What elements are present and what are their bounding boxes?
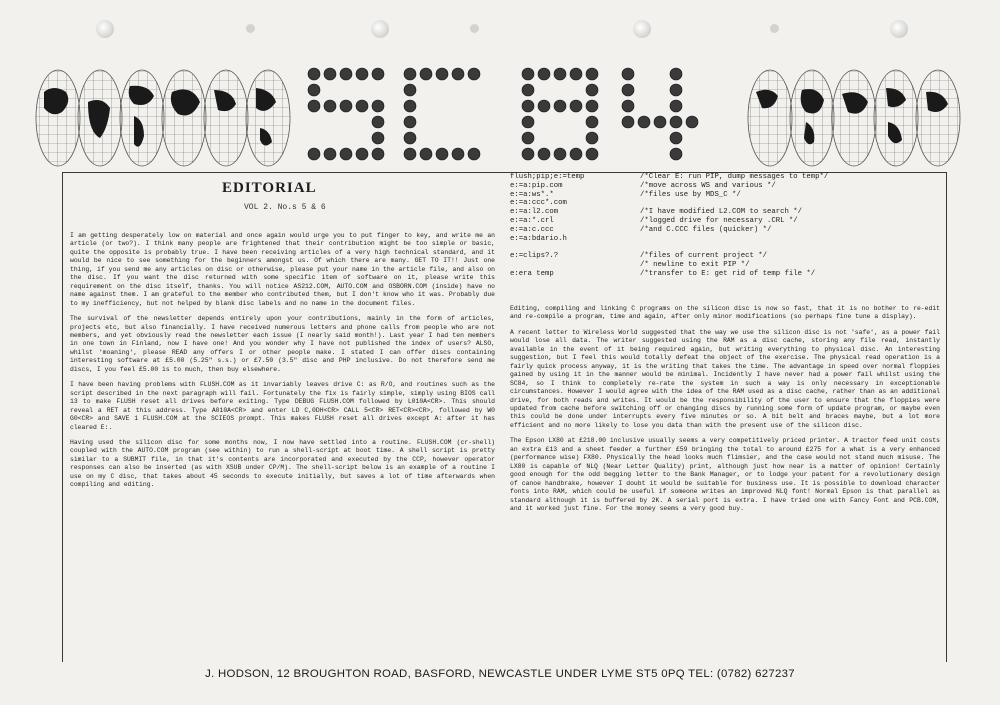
code-line: e:=clips?.? /*files of current project */ — [510, 252, 767, 261]
paragraph: The survival of the newsletter depends entirely upon your contributions, mainly in the form of articles, projects etc, but also financially. I have received numerous letters and phone calls from people who are not members, and yet obviously read the newsletter each issue (I nearly said month!). Last year I had ten members in one town in Finland, now I have one! And you wonder why I have not published the index of users? ALSO, whilst 'moaning', please READ any offers I or other people make. I stated I can offer discs containing interesting software at £5.00 (5.25" s.s.) or £7.50 (3.5" disc and PHP inclusive. Do not therefore send me discs, I you feel £5.00 is to much, then buy elsewhere. — [70, 315, 495, 373]
code-line: e:=a:bdario.h — [510, 234, 567, 243]
sc84-banner — [30, 62, 975, 174]
paragraph: I am getting desperately low on material and once again would urge you to put finger to key, and write me an article (or two?). I think many people are frightened that their contribution might be too simple or basic, quite the opposite is probably true. I have been receiving articles of a very high technical standard, and it would be nice to see something for the beginners amongst us. Of which there are many. GET TO IT!! Just one thing, if you send me any articles on disc or otherwise, please put your name in the article file, and also on the disc. If you want the disc returned with some specific item of software on it, please write this requirement on the disc itself, thanks. You will notice AS212.COM, AUTO.COM and OSBORN.COM (inside) have no name against them. I am grateful to the member who contributed them, but I don't know who it was. Probably due to my inefficiency, but not helped by blank disc labels and no name in the document files. — [70, 232, 495, 307]
globe-segments — [36, 70, 960, 166]
punch-hole — [633, 20, 651, 38]
left-column — [70, 232, 495, 497]
shell-script-listing — [510, 173, 940, 279]
editorial-title: EDITORIAL — [222, 180, 317, 196]
editorial-header — [222, 180, 412, 212]
punch-hole — [890, 20, 908, 38]
code-line: e:=a:l2.com /*I have modified L2.COM to search */ — [510, 208, 803, 217]
paper-mark — [770, 24, 779, 33]
footer-address: J. HODSON, 12 BROUGHTON ROAD, BASFORD, NEWCASTLE UNDER LYME ST5 0PQ TEL: (0782) 627237 — [205, 668, 795, 680]
paragraph: I have been having problems with FLUSH.COM as it invariably leaves drive C: as R/O, and routines such as the script described in the next paragraph will fail. Fortunately the fix is fairly simple, simply using BIOS call 13 to make FLUSH reset all drives before exiting. Type DEBUG FLUSH.COM followed by L010A<CR>. This should reveal a RET at this address. Type A010A<CR> and enter LD C,0DH<CR> CALL 5<CR> RET<CR><CR>, followed by W0 G0<CR> and SAVE 1 FLUSH.COM at the SCIEOS prompt. This makes FLUSH reset all drives except A: after it has cleared E:. — [70, 381, 495, 431]
paragraph: The Epson LX80 at £218.00 inclusive usually seems a very competitively priced printer. A tractor feed unit costs an extra £13 and a sheet feeder a further £59 bringing the total to around £275 for a what is a very enhanced (performance wise) FX80. Physically the head looks much flimsier, and the case would not stand much misuse. The LX80 is capable of NLQ (Near Letter Quality) print, although just how near is a matter of opinion! Certainly good enough for the odd begging letter to the Bank Manager, or to lodge your patent for a revolutionary design of canoe handbrake, however I doubt it would be suitable for business use. It is possible to download character fonts into RAM, which could be useful if someone writes an improved NLQ font! Normal Epson is that parallel as standard although it is buffered by 2K. A serial port is extra. I have tried one with Fancy Font and PCB.COM, and it worked just fine. For the money seems a very good buy. — [510, 437, 940, 512]
left-frame-line — [62, 172, 63, 662]
code-spacer — [510, 243, 940, 252]
paragraph: Editing, compiling and linking C programs on the silicon disc is now so fast, that it is no bother to re-edit and re-compile a program, time and again, after only minor modifications (so perhaps fine tune a display). — [510, 305, 940, 321]
code-line: e:era temp /*transfer to E: get rid of temp file */ — [510, 269, 816, 278]
right-frame-line — [946, 172, 947, 662]
punch-hole — [96, 20, 114, 38]
letter-4 — [622, 68, 698, 160]
dotted-letters — [308, 68, 698, 160]
code-line: flush;pip;e:=temp /*Clear E: run PIP, dump messages to temp*/ — [510, 173, 829, 181]
code-line: e:=a:ccc*.com — [510, 199, 567, 208]
letter-8 — [522, 68, 598, 160]
punch-hole — [371, 20, 389, 38]
code-line: e:=a:pip.com /*move across WS and various */ — [510, 181, 776, 190]
paper-mark — [470, 24, 479, 33]
code-line: /* newline to exit PIP */ — [640, 260, 750, 269]
paragraph: A recent letter to Wireless World suggested that the way we use the silicon disc is not 'safe', as a power fail would lose all data. The writer suggested using the RAM as a disc cache, storing any file read, instantly available in the event of it being required again, but writing everything to physical disc. An interesting suggestion, but I feel this would totally defeat the object of the exercise. The physical read operation is a fairly quick process anyway, it is the writing that takes the time. The advantage in speed over normal floppies gained by using it in the manner would be minimal. Incidently I have never had a power fail whilst using the SC84, so I think to completely re-rate the system in such a way is only necessary in exceptionable circumstances. However I would agree with the idea of the RAM used as a disc cache, rather than as an additional drive, for both reads and writes. It would be the responsibility of the user to ensure that the floppies were updated from cache before switching off or changing discs by running some form of update program, or maybe even this could be done under interrupts every five minutes or so. A bit belt and braces maybe, but a lot more efficient and no more likely to lose you data than with the present use of the silicon disc. — [510, 328, 940, 429]
code-line: e:=a:ws*.* /*files use by MDS_C */ — [510, 190, 741, 199]
paragraph: Having used the silicon disc for some months now, I now have settled into a routine. FLUSH.COM (cr-shell) coupled with the AUTO.COM program (see within) to run a shell-script at boot time. A shell script is pretty similar to a SUBMIT file, in that it's contents are incorporated and executed by the CCP, however operator responses can also be inserted (as with XSUB under CP/M). The shell-script below is an example of a routine I use on my C disc, that takes about 45 seconds to execute initially, but saves a lot of time afterwards when compiling and editing. — [70, 438, 495, 489]
letter-c — [404, 68, 480, 160]
paper-mark — [246, 24, 255, 33]
letter-s — [308, 68, 384, 160]
right-column — [510, 305, 940, 520]
volume-label: VOL 2. No.s 5 & 6 — [244, 203, 326, 212]
code-line: e:=a:c.ccc /*and C.CCC files (quicker) */ — [510, 225, 772, 234]
code-line: e:=a:*.crl /*logged drive for necessary .CRL */ — [510, 216, 798, 225]
